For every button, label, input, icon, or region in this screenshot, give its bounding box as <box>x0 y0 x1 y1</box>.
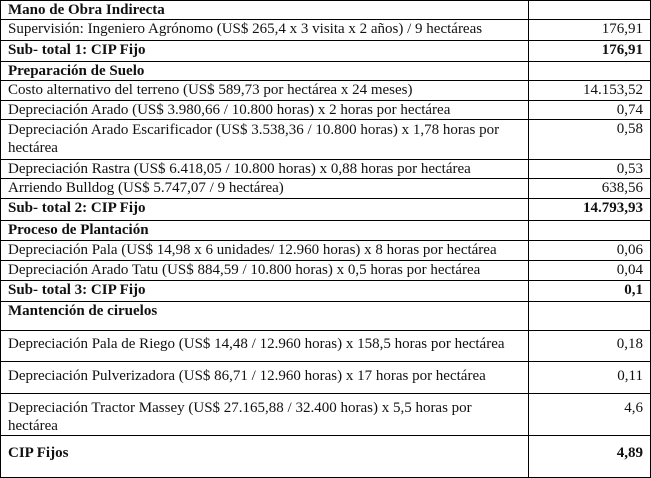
section-label: Proceso de Plantación <box>1 221 529 241</box>
section-row-proceso-plantacion <box>1 221 651 241</box>
subtotal-row-2 <box>1 199 651 221</box>
item-description: Supervisión: Ingeniero Agrónomo (US$ 265,4 x 3 visita x 2 años) / 9 hectáreas <box>1 20 529 41</box>
subtotal-value: 14.793,93 <box>529 199 651 221</box>
table-row <box>1 81 651 101</box>
item-description: Depreciación Arado Tatu (US$ 884,59 / 10.800 horas) x 0,5 horas por hectárea <box>1 261 529 281</box>
item-value: 0,18 <box>529 331 651 362</box>
item-description: Depreciación Pala (US$ 14,98 x 6 unidades/ 12.960 horas) x 8 horas por hectárea <box>1 241 529 261</box>
table-row <box>1 362 651 394</box>
section-label: Mano de Obra Indirecta <box>1 1 529 20</box>
section-row-mano-de-obra <box>1 1 651 20</box>
subtotal-value: 0,1 <box>529 281 651 302</box>
table-row <box>1 101 651 120</box>
table-row <box>1 331 651 362</box>
item-description: Depreciación Pala de Riego (US$ 14,48 / 12.960 horas) x 158,5 horas por hectárea <box>1 331 529 362</box>
table-row <box>1 20 651 41</box>
subtotal-label: Sub- total 3: CIP Fijo <box>1 281 529 302</box>
item-value: 0,06 <box>529 241 651 261</box>
item-value: 638,56 <box>529 179 651 199</box>
subtotal-row-3 <box>1 281 651 302</box>
item-value: 0,58 <box>529 120 651 160</box>
item-description: Depreciación Arado Escarificador (US$ 3.538,36 / 10.800 horas) x 1,78 horas por hectárea <box>1 120 529 160</box>
section-value <box>529 302 651 331</box>
section-value <box>529 62 651 81</box>
table-row <box>1 261 651 281</box>
item-value: 176,91 <box>529 20 651 41</box>
section-label: Mantención de ciruelos <box>1 302 529 331</box>
total-row <box>1 436 651 478</box>
section-value <box>529 221 651 241</box>
table-row <box>1 160 651 179</box>
item-description: Arriendo Bulldog (US$ 5.747,07 / 9 hectárea) <box>1 179 529 199</box>
item-value: 4,6 <box>529 394 651 436</box>
total-label: CIP Fijos <box>1 436 529 478</box>
section-row-mantencion-ciruelos <box>1 302 651 331</box>
table-row <box>1 179 651 199</box>
section-value <box>529 1 651 20</box>
item-value: 0,11 <box>529 362 651 394</box>
table-row <box>1 120 651 160</box>
item-description: Depreciación Rastra (US$ 6.418,05 / 10.800 horas) x 0,88 horas por hectárea <box>1 160 529 179</box>
total-value: 4,89 <box>529 436 651 478</box>
section-label: Preparación de Suelo <box>1 62 529 81</box>
table-row <box>1 241 651 261</box>
item-description: Depreciación Pulverizadora (US$ 86,71 / 12.960 horas) x 17 horas por hectárea <box>1 362 529 394</box>
item-value: 0,53 <box>529 160 651 179</box>
subtotal-row-1 <box>1 41 651 62</box>
section-row-preparacion-suelo <box>1 62 651 81</box>
table-row <box>1 394 651 436</box>
item-value: 0,04 <box>529 261 651 281</box>
item-value: 14.153,52 <box>529 81 651 101</box>
item-description: Depreciación Arado (US$ 3.980,66 / 10.800 horas) x 2 horas por hectárea <box>1 101 529 120</box>
item-description: Costo alternativo del terreno (US$ 589,73 por hectárea x 24 meses) <box>1 81 529 101</box>
item-value: 0,74 <box>529 101 651 120</box>
subtotal-label: Sub- total 1: CIP Fijo <box>1 41 529 62</box>
item-description: Depreciación Tractor Massey (US$ 27.165,88 / 32.400 horas) x 5,5 horas por hectárea <box>1 394 529 436</box>
subtotal-label: Sub- total 2: CIP Fijo <box>1 199 529 221</box>
subtotal-value: 176,91 <box>529 41 651 62</box>
